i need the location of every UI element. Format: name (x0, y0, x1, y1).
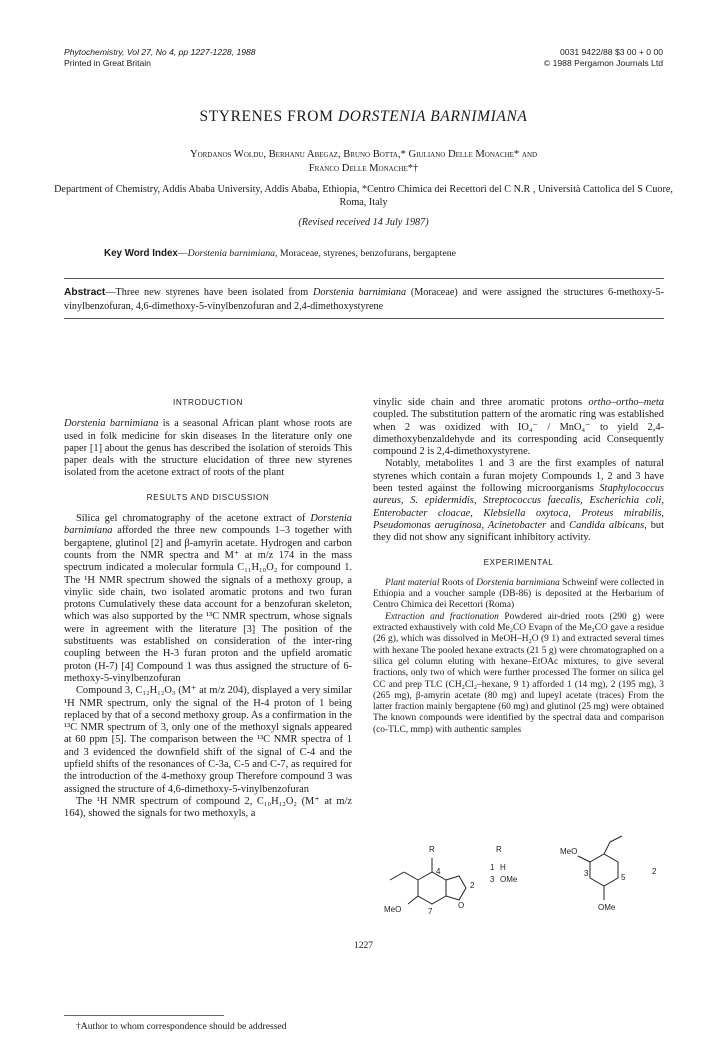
meo-bond-2 (578, 856, 590, 862)
plant-material-paragraph (373, 578, 664, 612)
compound-3-number: 3 (490, 875, 495, 884)
right-p1-italic: ortho–ortho–meta (588, 397, 664, 408)
article-title (0, 108, 727, 126)
plant-material-label: Plant material (385, 577, 440, 588)
title-plain: STYRENES FROM (199, 108, 338, 125)
methoxy-label-2: MeO (560, 847, 578, 856)
position-7-label: 7 (428, 907, 433, 916)
authors-line-1: Yordanos Woldu, Berhanu Abegaz, Bruno Botta,* Giuliano Delle Monache* and (189, 149, 538, 160)
results-paragraph-2: Compound 3, C₁₂H₁₂O₃ (M⁺ at m/z 204), displayed a very similar ¹H NMR spectrum, only the signal of the H-4 proton of 1 being replaced by that of a second methoxy group. As a confirmation in the ¹³C NMR spectrum of 3, only one of the methoxyl signals appeared at 60 ppm [5]. The comparison between the ¹³C NMR spectra of 1 and 3 evidenced the downfield shift of the signal of C-4 and the upfield shifts of the resonances of C-3a, C-5 and C-7, as required for the introduction of the 4-methoxy group Therefore compound 3 was assigned the structure of 4,6-dimethoxy-5-vinylbenzofuran (64, 685, 352, 795)
right-p2-organisms: Staphylococcus aureus, S. epidermidis, Streptococcus faecalis, Escherichia coli, Enterobacter cloacae, Klebsiella oxytoca, Proteus mirabilis, Pseudomonas aeruginosa, Acinetobacter (373, 483, 664, 531)
title-italic: DORSTENIA BARNIMIANA (337, 108, 528, 125)
right-p2-post: , but they did not show any significant inhibitory activity. (373, 519, 665, 544)
results-paragraph-3: The ¹H NMR spectrum of compound 2, C₁₀H₁₂O₂ (M⁺ at m/z 164), showed the signals for two methoxyls, a (64, 795, 352, 820)
footnote-rule (64, 1015, 224, 1016)
abstract-species: Dorstenia barnimiana (312, 287, 407, 298)
right-paragraph-2 (373, 458, 664, 544)
issn-price: 0031 9422/88 $3 00 + 0 00 (560, 47, 663, 57)
keywords: Key Word Index—Dorstenia barnimiana, Moraceae, styrenes, benzofurans, bergaptene (104, 248, 456, 259)
revised-date: (Revised received 14 July 1987) (298, 217, 429, 228)
extraction-label: Extraction and fractionation (385, 611, 499, 622)
position-4-label: 4 (436, 867, 441, 876)
r-substituent-label: R (429, 845, 435, 854)
left-column (64, 397, 352, 821)
keywords-rest: Moraceae, styrenes, benzofurans, bergaptene (277, 248, 456, 259)
running-header-left (64, 47, 256, 68)
results-p1-post: afforded the three new compounds 1–3 together with bergaptene, glutinol [2] and β-amyrin acetate. Hydrogen and carbon counts from the NMR spectra and M⁺ at m/z 174 in the mass spectrum indicated a molecular formula C₁₁H₁₀O₂ for compound 1. The ¹H NMR spectrum showed the signals of a methoxy group, a vinylic side chain, two isolated aromatic protons and two furan protons Cumulatively these data account for a benzofuran skeleton, which was also supported by the ¹³C NMR spectrum, whose signals were in agreement with the literature [3] The position of the substituents was established on consideration of the inter-ring coupling between the H-3 furan proton and the upfield aromatic proton (H-7) [4] Compound 1 was thus assigned the structure of 6-methoxy-5-vinylbenzofuran (64, 525, 352, 684)
styrene-structure (578, 836, 622, 900)
compound-3-r: OMe (500, 875, 518, 884)
experimental-body (373, 578, 664, 736)
intro-species: Dorstenia barnimiana (64, 418, 159, 430)
vinyl-bond-2 (390, 872, 404, 880)
experimental-heading: EXPERIMENTAL (483, 557, 554, 567)
chemical-structures (360, 830, 680, 930)
intro-heading: INTRODUCTION (173, 398, 243, 407)
compound-1-number: 1 (490, 863, 495, 872)
vinyl-bond-3 (604, 842, 610, 854)
plant-material-species: Dorstenia barnimiana (476, 577, 560, 588)
intro-paragraph (64, 418, 352, 479)
abstract-label: Abstract (64, 287, 106, 298)
running-header-right (544, 47, 663, 68)
printed-in: Printed in Great Britain (64, 57, 151, 68)
results-p1-pre: Silica gel chromatography of the acetone extract of (76, 513, 311, 525)
position-5-label: 5 (621, 873, 626, 882)
authors-line-2: Franco Delle Monache*† (308, 163, 419, 174)
benzofuran-structure (390, 858, 466, 904)
abstract-text-2: (Moraceae) and were assigned the structures 6-methoxy-5-vinylbenzofuran, 4,6-dimethoxy-5-vinylbenzofuran and 2,4-dimethoxystyrene (64, 287, 665, 312)
right-p1-post: coupled. The substitution pattern of the aromatic ring was established when 2 was oxidized with IO₄⁻ / MnO₄⁻ to yield 2,4-dimethoxybenzaldehyde and its corresponding acid Consequently compound 2 is 2,4-dimethoxystyrene. (373, 409, 664, 458)
furan-oxygen-label: O (458, 901, 465, 910)
plant-material-pre: Roots of (439, 577, 477, 588)
abstract-text-1: —Three new styrenes have been isolated from (105, 287, 313, 298)
footnote: †Author to whom correspondence should be addressed (76, 1021, 287, 1032)
right-column (373, 397, 664, 736)
right-p2-and: and (546, 519, 570, 531)
abstract-top-rule (64, 278, 664, 279)
extraction-paragraph (373, 612, 664, 736)
extraction-text: Powdered air-dried roots (290 g) were extracted exhaustively with cold Me₂CO Evapn of the Me₂CO gave a residue (26 g), which was dissolved in MeOH–H₂O (9 1) and extracted several times with hexane The pooled hexane extracts (21 5 g) were chromatographed on a silica gel column eluting with hexane–EtOAc mixtures, to give several fractions, only two of which were further processed The former on silica gel CC and prep TLC (CH₂Cl₂–hexane, 9 1) afforded 1 (14 mg), 2 (195 mg), 3 (265 mg), β-amyrin acetate (80 mg) and lupeyl acetate (traces) From the latter fraction mainly bergaptene (60 mg) and glutinol (25 mg) were obtained The known compounds were identified by the spectral data and comparison (co-TLC, mmp) with authentic samples (373, 611, 664, 735)
compound-2-number: 2 (652, 867, 657, 876)
methoxy-label-1: MeO (384, 905, 402, 914)
journal-citation: Phytochemistry, Vol 27, No 4, pp 1227-1228, 1988 (64, 47, 256, 57)
affiliation: Department of Chemistry, Addis Ababa University, Addis Ababa, Ethiopia, *Centro Chimica dei Recettori del C N.R , Università Cattolica del S Cuore, Roma, Italy (54, 184, 673, 208)
vinyl-bond-1 (404, 872, 418, 880)
methoxy-label-3: OMe (598, 903, 616, 912)
right-p2-candida: Candida albicans (569, 519, 645, 531)
results-heading: RESULTS AND DISCUSSION (146, 492, 270, 502)
benzene-ring-1 (418, 872, 446, 904)
intro-text: is a seasonal African plant whose roots are used in folk medicine for skin diseases In the literature only one paper [1] about the genus has described the isolation of steroids This paper deals with the structure elucidation of three new styrenes isolated from the acetone extract of roots of the plant (64, 418, 352, 479)
position-2-label: 2 (470, 881, 475, 890)
keywords-species: Dorstenia barnimiana, (187, 248, 278, 259)
copyright: © 1988 Pergamon Journals Ltd (543, 57, 663, 68)
keywords-label: Key Word Index (104, 248, 178, 259)
right-paragraph-1 (373, 397, 664, 458)
results-paragraph-1 (64, 513, 352, 685)
right-p1-pre: vinylic side chain and three aromatic protons (373, 397, 589, 408)
abstract-bottom-rule (64, 318, 664, 319)
authors (40, 148, 687, 176)
vinyl-bond-4 (610, 836, 622, 842)
results-p1-species: Dorstenia barnimiana (64, 513, 352, 537)
r-column-header: R (496, 845, 502, 854)
benzene-ring-2 (590, 854, 618, 886)
abstract (64, 286, 664, 313)
furan-ring (446, 876, 466, 900)
meo-bond-1 (408, 896, 418, 904)
plant-material-post: Schweinf were collected in Ethiopia and a voucher sample (DB-86) is deposited at the Herbarium of Centro Chimica dei Recettori (Roma) (373, 577, 664, 611)
compound-1-r: H (500, 863, 506, 872)
position-3-label: 3 (584, 869, 589, 878)
page-number: 1227 (353, 940, 374, 951)
right-p2-pre: Notably, metabolites 1 and 3 are the first examples of natural styrenes which contain a furan mojety Compounds 1, 2 and 3 have been tested against the following microorganisms (373, 458, 664, 495)
